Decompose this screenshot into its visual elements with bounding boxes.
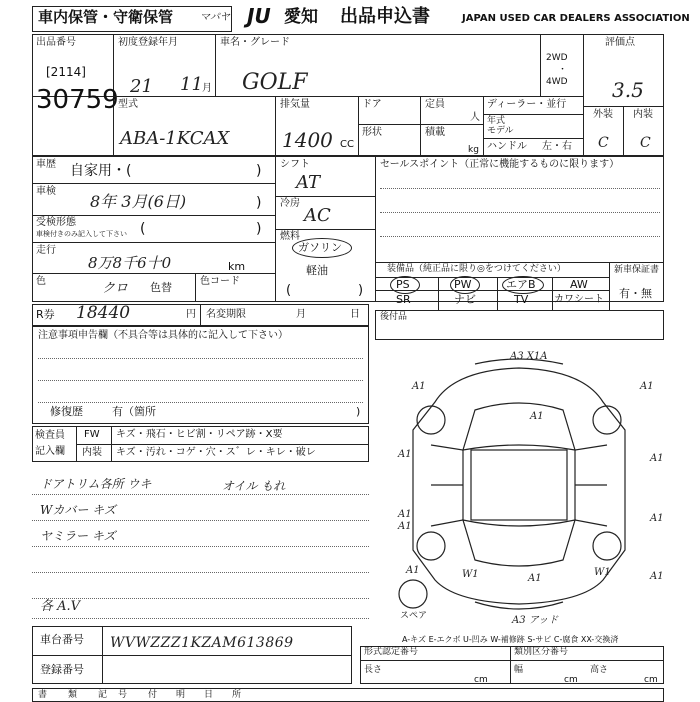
category-label: 類別区分番号 xyxy=(514,647,569,657)
pw-circle xyxy=(450,276,480,294)
cm-1: cm xyxy=(474,675,488,685)
displacement-value: 1400 xyxy=(282,128,333,152)
damage-label-13: A1 xyxy=(650,571,664,582)
acceptance-label: 受検形態 xyxy=(36,217,76,228)
color-change-label: 色替 xyxy=(150,281,172,294)
color-label: 色 xyxy=(36,276,46,287)
model-label: 車名・グレード xyxy=(220,37,290,48)
drive-4wd: 4WD xyxy=(546,77,568,87)
interior-items: キズ・汚れ・コゲ・穴・ス゛レ・キレ・破レ xyxy=(116,447,316,458)
usage-close: ) xyxy=(256,163,262,179)
equip-sr: SR xyxy=(396,293,411,306)
acceptance-close: ) xyxy=(256,221,262,237)
usage-value: 自家用・( xyxy=(70,163,132,179)
remark-door-trim: ドアトリム各所 ウキ xyxy=(40,477,152,491)
interior-grade: C xyxy=(640,135,651,151)
equip-leather-seat: カワシート xyxy=(554,294,604,305)
damage-rear-bumper: A3 アッド xyxy=(512,615,559,626)
cooling-value: AC xyxy=(304,205,331,226)
remark-wheel-cover: Wカバー キズ xyxy=(40,503,116,517)
chassis-label: 車台番号 xyxy=(40,633,84,646)
mileage-unit: km xyxy=(228,260,246,273)
width-label: 幅 xyxy=(514,665,524,675)
damage-front-bumper: A3 X1A xyxy=(510,351,548,362)
drive-separator: ・ xyxy=(558,65,568,75)
recycle-unit: 円 xyxy=(186,309,196,320)
equip-pw: PW xyxy=(454,278,472,291)
custody-label: 車内保管・守衛保管 xyxy=(38,8,174,26)
model-name: GOLF xyxy=(242,70,308,95)
fuel-open: ( xyxy=(286,283,292,298)
lot-number: 30759 xyxy=(36,85,119,115)
org-name: 愛知 xyxy=(284,7,318,27)
footer-label-4: 号 xyxy=(118,690,128,700)
name-change-day: 日 xyxy=(350,309,360,320)
equip-aw: AW xyxy=(570,278,588,291)
shift-value: AT xyxy=(296,172,321,193)
damage-label-3: A1 xyxy=(640,381,654,392)
repair-history-label: 修復歴 xyxy=(50,405,83,418)
footer-label-8: 所 xyxy=(232,690,242,700)
displacement-label: 排気量 xyxy=(280,99,310,110)
footer-label-2: 類 xyxy=(68,690,78,700)
memo-label: 記入欄 xyxy=(35,446,65,457)
warranty-value: 有・無 xyxy=(619,287,652,300)
footer-label-7: 日 xyxy=(204,690,214,700)
damage-label-9: A1 xyxy=(650,513,664,524)
acceptance-note: 車検付きのみ記入して下さい xyxy=(36,230,127,238)
inspection-label: 車検 xyxy=(36,186,56,197)
cooling-label: 冷房 xyxy=(280,198,300,209)
repair-history-value: 有（箇所 xyxy=(112,405,156,418)
damage-legend: A-キズ E-エクボ U-凹み W-補修跡 S-サビ C-腐食 XX-交換済 xyxy=(402,635,619,644)
mileage-value: 8万8千6十0 xyxy=(88,254,172,272)
capacity-label: 定員 xyxy=(425,99,445,110)
lot-bracket: [2114] xyxy=(46,65,86,79)
length-label: 長さ xyxy=(364,665,383,675)
damage-label-6: A1 xyxy=(650,453,664,464)
damage-label-15: A1 xyxy=(406,565,420,576)
month-unit: 月 xyxy=(202,83,212,94)
interior-check-label: 内装 xyxy=(82,447,102,458)
displacement-unit: CC xyxy=(340,139,354,150)
fw-label: FW xyxy=(84,429,100,440)
drive-2wd: 2WD xyxy=(546,53,568,63)
capacity-unit: 人 xyxy=(470,112,480,123)
damage-label-11: A1 xyxy=(528,573,542,584)
inspection-value: 8年 3月(6日) xyxy=(90,192,187,211)
inspector-label: 検査員 xyxy=(35,430,65,441)
remark-mirror: ヤミラー キズ xyxy=(40,529,116,543)
chassis-value: WVWZZZ1KZAM613869 xyxy=(110,635,294,651)
cert-model-label: 形式認定番号 xyxy=(364,647,419,657)
grade-label: 評価点 xyxy=(605,37,635,48)
exterior-label: 外装 xyxy=(593,109,613,120)
airbag-circle xyxy=(502,276,544,294)
equipment-label: 装備品（純正品に限り◎をつけてください） xyxy=(387,264,566,274)
spare-label: スペア xyxy=(400,611,428,621)
handle-left-right: 左・右 xyxy=(542,141,572,152)
footer-label-1: 書 xyxy=(38,690,48,700)
shape-label: 形状 xyxy=(362,127,382,138)
warranty-label: 新車保証書 xyxy=(614,265,660,275)
shift-label: シフト xyxy=(280,159,310,170)
equip-airbag: エアB xyxy=(506,278,536,291)
name-change-label: 名変期限 xyxy=(206,309,246,320)
aftermarket-box xyxy=(375,310,664,340)
lot-label: 出品番号 xyxy=(36,37,76,48)
exterior-grade: C xyxy=(598,135,609,151)
remark-each: 各 A.V xyxy=(40,599,81,614)
aftermarket-label: 後付品 xyxy=(380,312,408,322)
damage-label-4: A1 xyxy=(530,411,544,422)
history-label: 車歴 xyxy=(36,159,56,170)
damage-label-10: W1 xyxy=(462,569,479,580)
reg-year: 21 xyxy=(130,76,153,97)
fuel-close: ) xyxy=(358,283,364,298)
mileage-label: 走行 xyxy=(36,245,56,256)
color-value: クロ xyxy=(102,281,129,296)
type-label: 型式 xyxy=(118,99,138,110)
form-title: 出品申込書 xyxy=(340,6,430,27)
interior-label: 内装 xyxy=(633,109,653,120)
footer-label-5: 付 xyxy=(148,690,158,700)
acceptance-open: ( xyxy=(140,221,146,237)
ju-logo: JU xyxy=(247,4,271,28)
damage-label-5: A1 xyxy=(398,449,412,460)
association-name: JAPAN USED CAR DEALERS ASSOCIATION xyxy=(462,13,690,24)
equip-navi: ナビ xyxy=(454,293,476,306)
type-value: ABA-1KCAX xyxy=(120,128,230,149)
footer-label-6: 明 xyxy=(176,690,186,700)
inspection-close: ) xyxy=(256,195,262,211)
sales-point-label: セールスポイント（正常に機能するものに限ります） xyxy=(380,159,620,170)
ps-circle xyxy=(390,276,420,294)
model-year-label2: モデル xyxy=(487,126,514,136)
reg-month: 11 xyxy=(180,74,203,95)
damage-label-7: A1 xyxy=(398,509,412,520)
handle-label: ハンドル xyxy=(487,141,527,152)
damage-label-12: W1 xyxy=(594,567,611,578)
load-unit: kg xyxy=(468,145,479,155)
cm-2: cm xyxy=(564,675,578,685)
fuel-gasoline: ガソリン xyxy=(298,241,342,254)
equip-tv: TV xyxy=(514,293,529,306)
fuel-diesel: 軽油 xyxy=(306,264,328,277)
first-reg-label: 初度登録年月 xyxy=(118,37,178,48)
door-label: ドア xyxy=(362,99,382,110)
name-change-month: 月 xyxy=(296,309,306,320)
repair-close: ) xyxy=(356,405,361,418)
footer-label-3: 記 xyxy=(98,690,108,700)
remark-oil-leak: オイル もれ xyxy=(222,479,286,493)
dealer-label: ディーラー・並行 xyxy=(487,99,567,110)
fuel-label: 燃料 xyxy=(280,231,300,242)
height-label: 高さ xyxy=(590,665,609,675)
recycle-label: R券 xyxy=(36,308,55,321)
equip-ps: PS xyxy=(396,278,410,291)
recycle-value: 18440 xyxy=(76,303,131,323)
cm-3: cm xyxy=(644,675,658,685)
load-label: 積載 xyxy=(425,127,445,138)
notes-label: 注意事項申告欄（不具合等は具体的に記入して下さい） xyxy=(38,330,288,341)
fw-items: キズ・飛石・ヒビ割・リペア跡・X要 xyxy=(116,429,283,440)
color-code-label: 色コード xyxy=(200,276,240,287)
reg-number-label: 登録番号 xyxy=(40,663,84,676)
damage-label-8: A1 xyxy=(398,521,412,532)
grade-value: 3.5 xyxy=(612,78,644,102)
model-year-label: 年式 xyxy=(487,116,506,126)
damage-label-2: A1 xyxy=(412,381,426,392)
custody-mark: マパヤ xyxy=(200,12,230,23)
